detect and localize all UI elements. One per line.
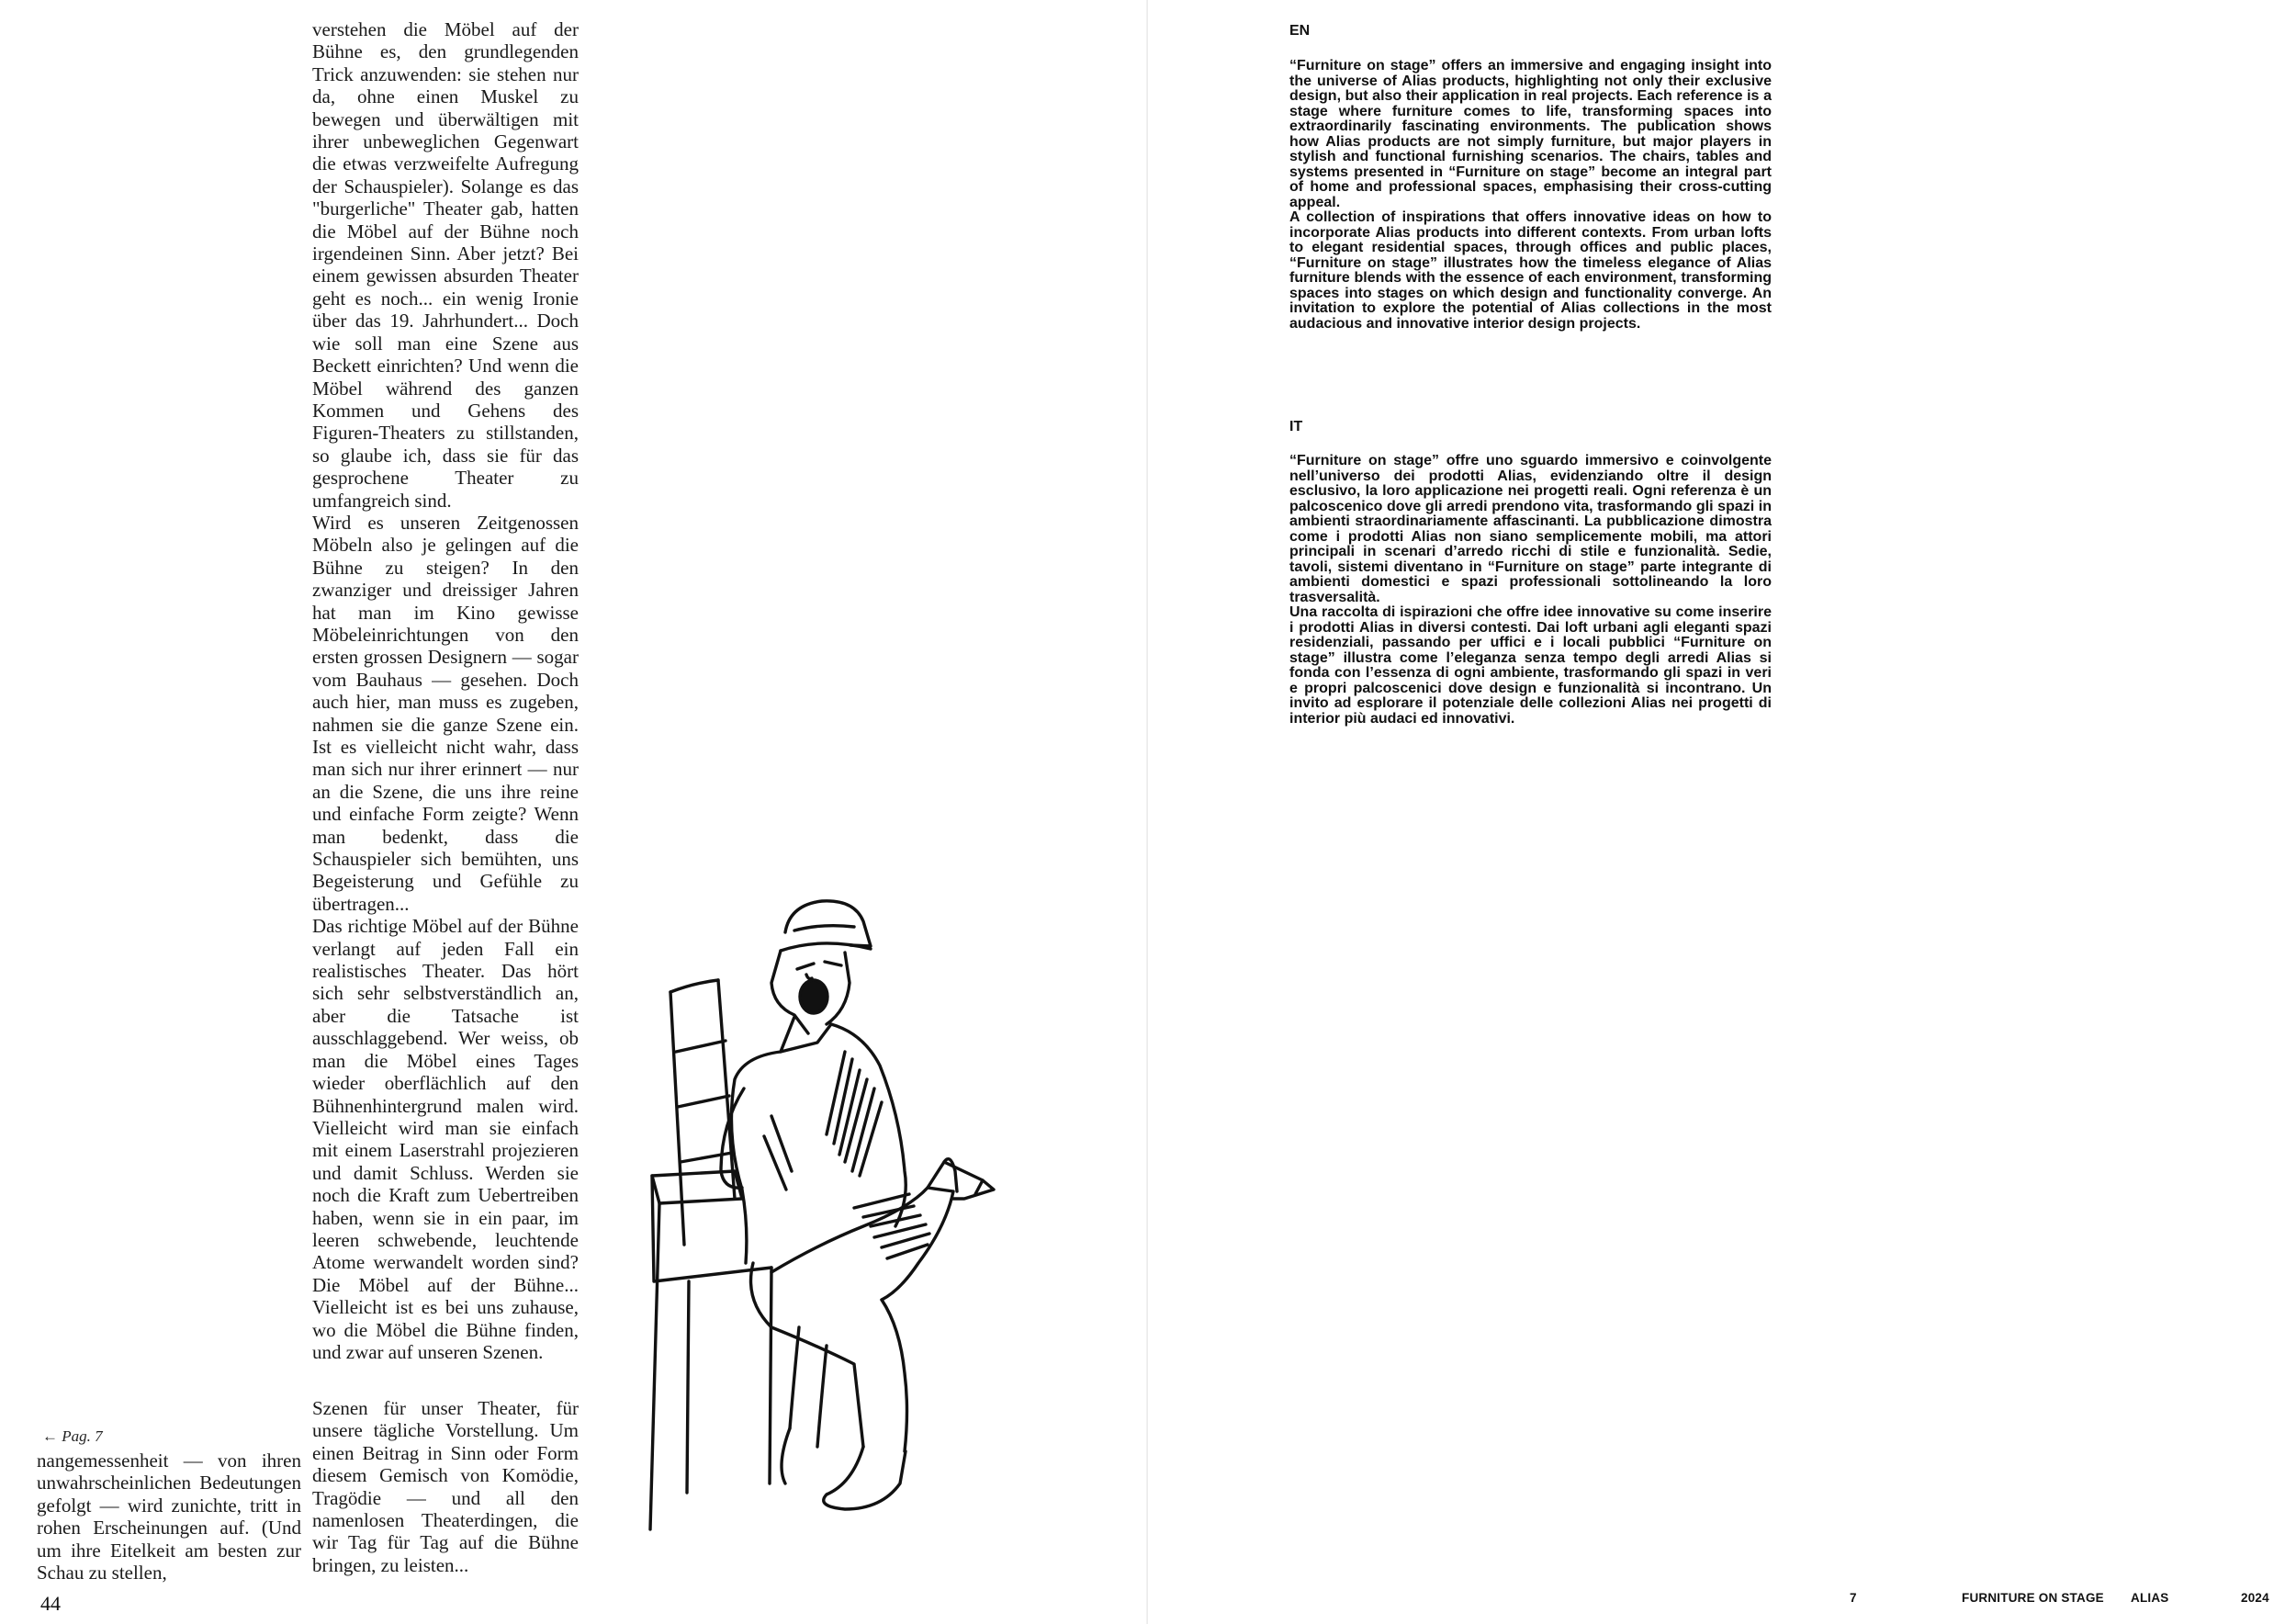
italian-paragraph-1: “Furniture on stage” offre uno sguardo immersivo e coinvolgente nell’universo dei prodotti Alias, evidenziando oltre il design esclusivo, la loro applicazione nei progetti reali. Ogni referenza è un palcoscenico dove gli arredi prendono vita, trasformando gli spazi in ambienti straordinariamente affascinanti. La pubblicazione dimostra come i prodotti Alias non siano semplicemente mobili, ma attori principali in scenari d’arredo ricchi di stile e funzionalità. Sedie, tavoli, sistemi diventano in “Furniture on stage” parte integrante di ambienti domestici e spazi professionali sottolineando la loro trasversalità. — [1289, 453, 1772, 605]
right-page-number: 7 — [1850, 1591, 1857, 1605]
page-reference: ← Pag. 7 — [42, 1427, 103, 1445]
italian-heading: IT — [1289, 419, 1303, 434]
footer-year: 2024 — [2241, 1591, 2269, 1605]
continued-text-column — [37, 1449, 301, 1584]
english-paragraph-2: A collection of inspirations that offers innovative ideas on how to incorporate Alias products into different contexts. From urban lofts to elegant residential spaces, through offices and public places, “Furniture on stage” illustrates how the timeless elegance of Alias furniture blends with the essence of each environment, transforming spaces into stages on which design and functionality converge. An invitation to explore the potential of Alias collections in the most audacious and innovative interior design projects. — [1289, 209, 1772, 332]
german-text-column-end — [312, 1397, 579, 1576]
italian-text-block — [1289, 454, 1772, 727]
german-paragraph-4: Szenen für unser Theater, für unsere tägliche Vorstellung. Um einen Beitrag in Sinn oder Form diesem Gemisch von Komödie, Tragödie — und all den namenlosen Theaterdingen, die wir Tag für Tag auf die Bühne bringen, zu leisten... — [312, 1397, 579, 1576]
footer-brand: ALIAS — [2131, 1591, 2169, 1605]
german-text-column — [312, 18, 579, 1363]
german-paragraph-2: Wird es unseren Zeitgenossen Möbeln also je gelingen auf die Bühne zu steigen? In den zwanziger und dreissiger Jahren hat man im Kino gewisse Möbeleinrichtungen von den ersten grossen Designern — sogar vom Bauhaus — gesehen. Doch auch hier, man muss es zugeben, nahmen sie die ganze Szene ein. Ist es vielleicht nicht wahr, dass man sich nur ihrer erinnert — nur an die Szene, die uns ihre reine und einfache Form zeigte? Wenn man bedenkt, dass die Schauspieler sich bemühten, uns Begeisterung und Gefühle zu übertragen... — [312, 511, 579, 915]
english-heading: EN — [1289, 23, 1311, 39]
english-paragraph-1: “Furniture on stage” offers an immersive and engaging insight into the universe of Alias products, highlighting not only their exclusive design, but also their application in real projects. Each reference is a stage where furniture comes to life, transforming spaces into extraordinarily fascinating environments. The publication shows how Alias products are not simply furniture, but major players in stylish and functional furnishing scenarios. The chairs, tables and systems presented in “Furniture on stage” become an integral part of home and professional spaces, emphasising their cross-cutting appeal. — [1289, 58, 1772, 210]
italian-paragraph-2: Una raccolta di ispirazioni che offre idee innovative su come inserire i prodotti Alias in diversi contesti. Dai loft urbani agli eleganti spazi residenziali, passando per uffici e i locali pubblici “Furniture on stage” illustra come l’eleganza senza tempo degli arredi Alias si fonda con l’essenza di ogni ambiente, trasformando gli spazi in veri e propri palcoscenici dove design e funzionalità si incontrano. Un invito ad esplorare il potenziale delle collezioni Alias nei progetti di interior più audaci ed innovativi. — [1289, 604, 1772, 727]
german-paragraph-3: Das richtige Möbel auf der Bühne verlangt auf jeden Fall ein realistisches Theater. Das hört sich sehr selbstverständlich an, aber die Tatsache ist ausschlaggebend. Wer weiss, ob man die Möbel eines Tages wieder oberflächlich auf den Bühnenhintergrund malen wird. Vielleicht wird man sie einfach mit einem Laserstrahl projezieren und damit Schluss. Werden sie noch die Kraft zum Uebertreiben haben, wenn sie in ein paar, im leeren schwebende, leuchtende Atome werwandelt worden sind? Die Möbel auf der Bühne... Vielleicht ist es bei uns zuhause, wo die Möbel die Bühne finden, und zwar auf unseren Szenen. — [312, 915, 579, 1363]
english-text-block — [1289, 59, 1772, 332]
german-paragraph-1: verstehen die Möbel auf der Bühne es, den grundlegenden Trick anzuwenden: sie stehen nur da, ohne einen Muskel zu bewegen und überwältigen mit ihrer unbeweglichen Gegenwart die etwas verzweifelte Aufregung der Schauspieler). Solange es das "burgerliche" Theater gab, hatten die Möbel auf der Bühne noch irgendeinen Sinn. Aber jetzt? Bei einem gewissen absurden Theater geht es noch... ein wenig Ironie über das 19. Jahrhundert... Doch wie soll man eine Szene aus Beckett einrichten? Und wenn die Möbel während des ganzen Kommen und Gehens des Figuren-Theaters zu stillstanden, so glaube ich, dass sie für das gesprochene Theater zu umfangreich sind. — [312, 18, 579, 512]
sketch-illustration-man-on-chair — [634, 896, 1148, 1539]
left-page-number: 44 — [40, 1592, 61, 1615]
footer-title: FURNITURE ON STAGE — [1962, 1591, 2104, 1605]
continued-paragraph: nangemessenheit — von ihren unwahrscheinlichen Bedeutungen gefolgt — wird zunichte, tritt in rohen Erscheinungen auf. (Und um ihre Eitelkeit am besten zur Schau zu stellen, — [37, 1449, 301, 1585]
